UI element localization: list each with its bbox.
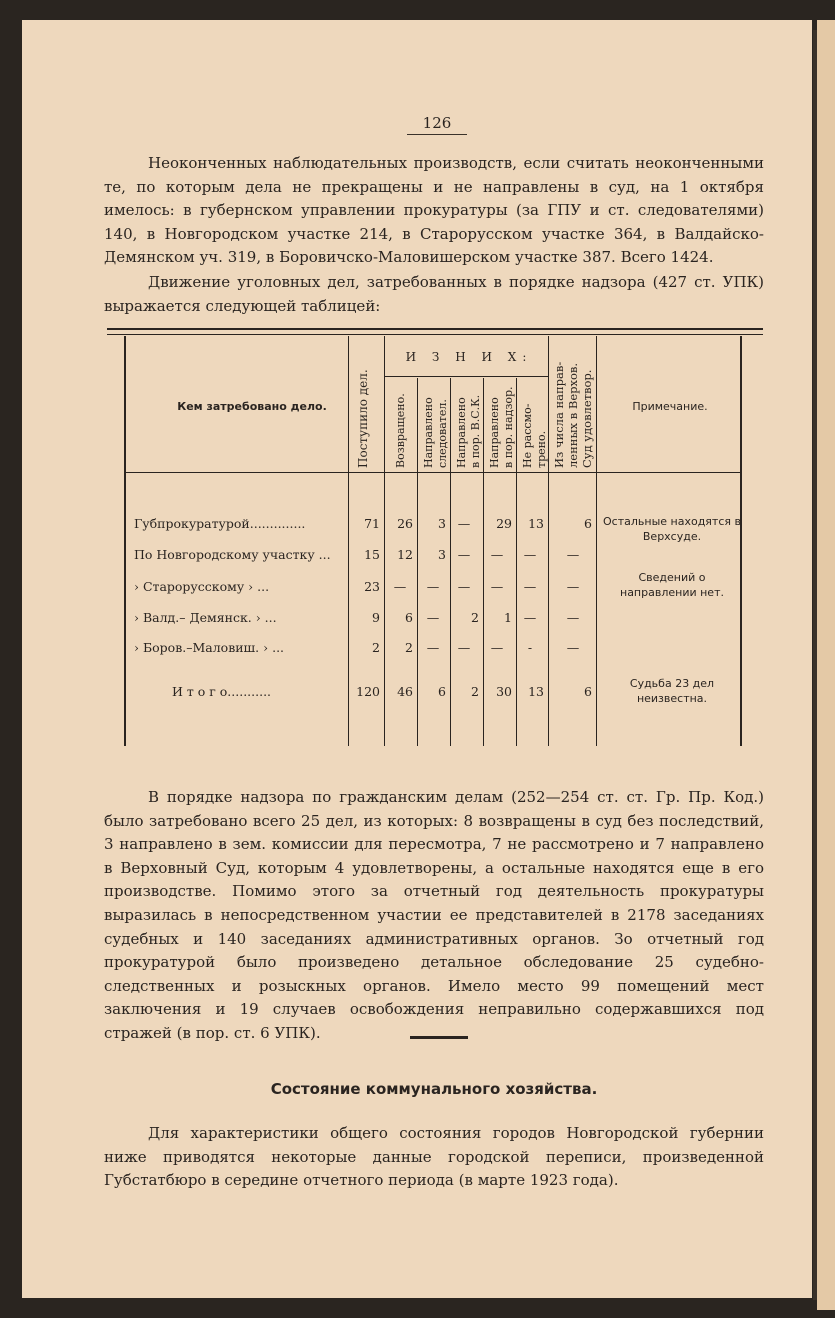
- cell-vsk: —: [457, 579, 471, 594]
- paragraph-civil-cases: В порядке надзора по гражданским делам (252—254 ст. ст. Гр. Пр. Код.) было затребовано всего 25 дел, из которых: 8 возвращены в суд без последствий, 3 направлено в зем. комиссии для пересмотра, 7 не рассмотрено и 7 направлено в Верховный Суд, которым 4 удовлетворены, а остальные находятся еще в его производстве. Помимо этого за отчетный год деятельность прокуратуры выразилась в непосредственном участии ее представителей в 2178 заседаниях судебных и 140 заседаниях административных органов. Зо отчетный год прокуратурой было произведено детальное обследование 25 судебно-следственных и розыскных органов. Имело место 99 помещений мест заключения и 19 случаев освобождения неправильно содержавшихся под стражей (в пор. ст. 6 УПК).: [104, 788, 764, 1042]
- total-supervision: 30: [496, 684, 512, 699]
- cell-satisfied: —: [566, 579, 580, 594]
- cell-received: 71: [364, 516, 380, 531]
- header-sent-vsk: Направлено в пор. В.С.К.: [455, 394, 482, 468]
- note-in-supreme-court: Остальные находятся в Верхсуде.: [603, 515, 741, 543]
- cell-investigator: —: [426, 610, 440, 625]
- header-remark: Примечание.: [632, 400, 708, 413]
- total-vsk: 2: [471, 684, 479, 699]
- total-label: И т о г о...........: [172, 684, 272, 699]
- cell-returned: 26: [397, 516, 413, 531]
- cell-supervision: —: [490, 579, 504, 594]
- paragraph-unfinished-proceedings: Неоконченных наблюдательных производств, если считать неоконченными те, по которым дела не прекращены и не направлены в суд, на 1 октября имелось: в губернском управлении прокуратуры (за ГПУ и ст. следователями) 140, в Новгородском участке 214, в Старорусском участке 364, в Валдайско-Демянском уч. 319, в Боровичско-Маловишерском участке 387. Всего 1424.: [104, 154, 764, 267]
- cell-not-reviewed: —: [523, 610, 537, 625]
- table-col-line: [384, 336, 385, 746]
- paragraph-criminal-cases-intro: Движение уголовных дел, затребованных в порядке надзора (427 ст. УПК) выражается следующей таблицей:: [104, 273, 764, 315]
- header-not-reviewed: Не рассмо- трено.: [521, 403, 548, 468]
- header-requested-by: Кем затребовано дело.: [177, 400, 327, 413]
- cell-supervision: 1: [504, 610, 512, 625]
- cell-not-reviewed: —: [523, 547, 537, 562]
- book-page: [22, 20, 812, 1298]
- section-title: Состояние коммунального хозяйства.: [270, 1080, 598, 1098]
- cell-received: 9: [372, 610, 380, 625]
- header-satisfied-supreme: Из числа направ- ленных в Верхов. Суд удовлетвор.: [552, 361, 594, 468]
- table-col-line: [516, 378, 517, 746]
- cell-supervision: 29: [496, 516, 512, 531]
- paragraph-city-census: Для характеристики общего состояния городов Новгородской губернии ниже приводятся некоторые данные городской переписи, произведенной Губстатбюро в середине отчетного периода (в марте 1923 года).: [104, 1124, 764, 1190]
- cell-satisfied: —: [566, 547, 580, 562]
- cell-vsk: —: [457, 516, 471, 531]
- note-fate-unknown: Судьба 23 дел неизвестна.: [629, 677, 715, 705]
- row-label: › Боров.–Маловиш. › ...: [134, 640, 285, 655]
- cell-satisfied: 6: [584, 516, 592, 531]
- cell-returned: 6: [405, 610, 413, 625]
- total-returned: 46: [397, 684, 413, 699]
- table-border-left: [124, 336, 126, 746]
- cell-investigator: —: [426, 579, 440, 594]
- header-sent-supervision: Направлено в пор. надзор.: [488, 386, 515, 468]
- cell-received: 23: [364, 579, 380, 594]
- book-spine: [817, 20, 835, 1310]
- page-number: 126: [422, 114, 452, 132]
- cell-satisfied: —: [566, 640, 580, 655]
- table-subheader-rule: [385, 376, 548, 377]
- table-header-bottom-rule: [125, 472, 741, 473]
- cell-returned: 2: [405, 640, 413, 655]
- cell-supervision: —: [490, 640, 504, 655]
- header-of-them: И З Н И Х:: [405, 350, 533, 364]
- cell-satisfied: —: [566, 610, 580, 625]
- cell-not-reviewed: -: [527, 640, 533, 655]
- table-col-line: [417, 378, 418, 746]
- cell-investigator: 3: [438, 516, 446, 531]
- table-col-line: [596, 336, 597, 746]
- section-divider: [410, 1036, 468, 1039]
- note-no-info: Сведений о направлении нет.: [620, 571, 724, 599]
- total-investigator: 6: [438, 684, 446, 699]
- cell-returned: —: [393, 579, 407, 594]
- table-col-line: [483, 378, 484, 746]
- row-label: › Старорусскому › ...: [134, 579, 270, 594]
- total-satisfied: 6: [584, 684, 592, 699]
- header-returned: Возвращено.: [394, 393, 407, 468]
- table-col-line: [450, 378, 451, 746]
- table-top-rule-2: [107, 334, 763, 335]
- page-edge: [813, 30, 817, 1300]
- table-top-rule: [107, 328, 763, 330]
- header-sent-investigator: Направлено следовател.: [422, 397, 449, 468]
- row-label: Губпрокуратурой..............: [134, 516, 306, 531]
- row-label: › Валд.– Демянск. › ...: [134, 610, 277, 625]
- cell-received: 2: [372, 640, 380, 655]
- cell-received: 15: [364, 547, 380, 562]
- cell-investigator: —: [426, 640, 440, 655]
- page-number-rule: [407, 134, 467, 135]
- total-received: 120: [356, 684, 380, 699]
- cell-vsk: —: [457, 547, 471, 562]
- cell-not-reviewed: —: [523, 579, 537, 594]
- row-label: По Новгородскому участку ...: [134, 547, 331, 562]
- cell-supervision: —: [490, 547, 504, 562]
- header-received: Поступило дел.: [356, 369, 370, 468]
- cell-vsk: 2: [471, 610, 479, 625]
- cell-investigator: 3: [438, 547, 446, 562]
- total-not-reviewed: 13: [528, 684, 544, 699]
- cell-returned: 12: [397, 547, 413, 562]
- cell-vsk: —: [457, 640, 471, 655]
- cell-not-reviewed: 13: [528, 516, 544, 531]
